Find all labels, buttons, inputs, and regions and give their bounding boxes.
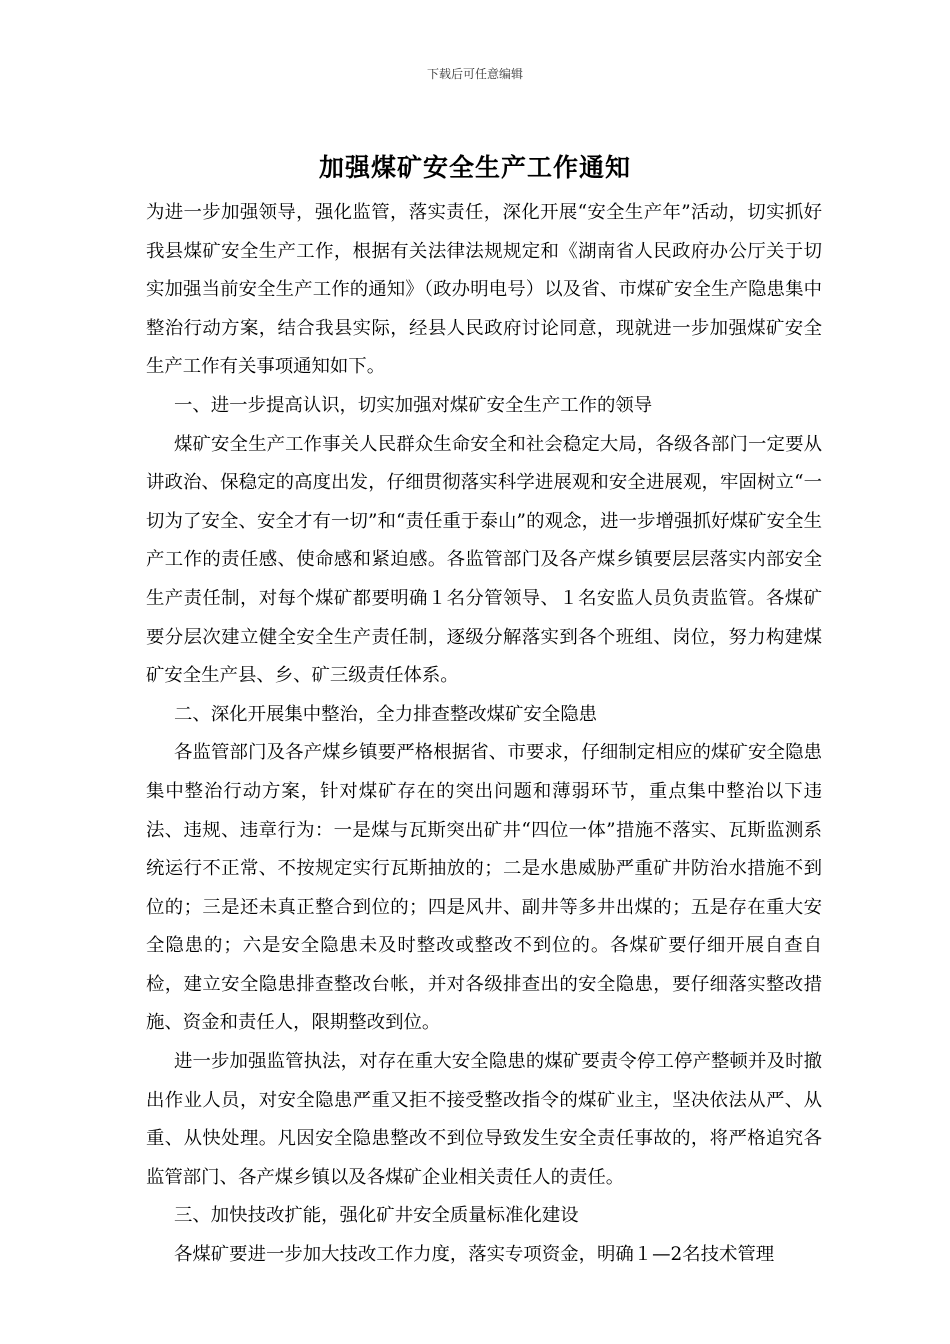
section-heading-2: 二、深化开展集中整治，全力排查整改煤矿安全隐患 xyxy=(174,703,597,725)
paragraph: 各煤矿要进一步加大技改工作力度，落实专项资金，明确１—2名技术管理 xyxy=(174,1244,775,1266)
document-body xyxy=(146,194,822,1275)
paragraph: 煤矿安全生产工作事关人民群众生命安全和社会稳定大局，各级各部门一定要从讲政治、保稳定的高度出发，仔细贯彻落实科学进展观和安全进展观，牢固树立“一切为了安全、安全才有一切”和“责任重于泰山”的观念，进一步增强抓好煤矿安全生产工作的责任感、使命感和紧迫感。各监管部门及各产煤乡镇要层层落实内部安全生产责任制，对每个煤矿都要明确１名分管领导、１名安监人员负责监管。各煤矿要分层次建立健全安全生产责任制，逐级分解落实到各个班组、岗位，努力构建煤矿安全生产县、乡、矿三级责任体系。 xyxy=(146,433,822,687)
section-heading-3: 三、加快技改扩能，强化矿井安全质量标准化建设 xyxy=(174,1205,579,1227)
header-note: 下载后可任意编辑 xyxy=(426,67,523,81)
paragraph: 进一步加强监管执法，对存在重大安全隐患的煤矿要责令停工停产整顿并及时撤出作业人员，对安全隐患严重又拒不接受整改指令的煤矿业主，坚决依法从严、从重、从快处理。凡因安全隐患整改不到位导致发生安全责任事故的，将严格追究各监管部门、各产煤乡镇以及各煤矿企业相关责任人的责任。 xyxy=(146,1051,822,1188)
paragraph-intro: 为进一步加强领导，强化监管，落实责任，深化开展“安全生产年”活动，切实抓好我县煤矿安全生产工作，根据有关法律法规规定和《湖南省人民政府办公厅关于切实加强当前安全生产工作的通知》（政办明电号）以及省、市煤矿安全生产隐患集中整治行动方案，结合我县实际，经县人民政府讨论同意，现就进一步加强煤矿安全生产工作有关事项通知如下。 xyxy=(146,202,822,378)
paragraph: 各监管部门及各产煤乡镇要严格根据省、市要求，仔细制定相应的煤矿安全隐患集中整治行动方案，针对煤矿存在的突出问题和薄弱环节，重点集中整治以下违法、违规、违章行为：一是煤与瓦斯突出矿井“四位一体”措施不落实、瓦斯监测系统运行不正常、不按规定实行瓦斯抽放的；二是水患威胁严重矿井防治水措施不到位的；三是还未真正整合到位的；四是风井、副井等多井出煤的；五是存在重大安全隐患的；六是安全隐患未及时整改或整改不到位的。各煤矿要仔细开展自查自检，建立安全隐患排查整改台帐，并对各级排查出的安全隐患，要仔细落实整改措施、资金和责任人，限期整改到位。 xyxy=(146,742,822,1034)
section-heading-1: 一、进一步提高认识，切实加强对煤矿安全生产工作的领导 xyxy=(174,394,653,416)
page-title: 加强煤矿安全生产工作通知 xyxy=(318,153,631,182)
